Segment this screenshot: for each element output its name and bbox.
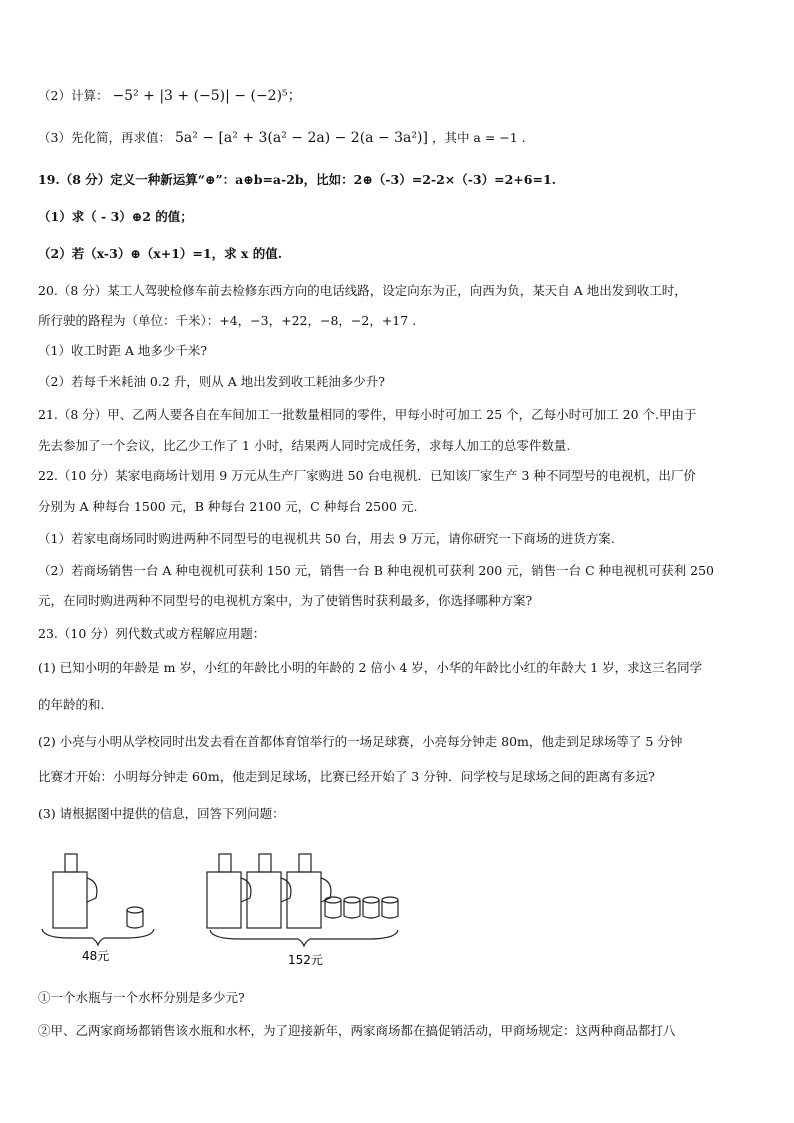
q20-part2: （2）若每千米耗油 0.2 升，则从 A 地出发到收工耗油多少升? xyxy=(38,374,385,389)
left-brace xyxy=(42,929,154,945)
q23-part3-question-a: ①一个水瓶与一个水杯分别是多少元? xyxy=(38,990,245,1005)
q18-part3-expression: 5a² − [a² + 3(a² − 2a) − 2(a − 3a²)] xyxy=(174,130,428,146)
q22-stem-line2: 分别为 A 种每台 1500 元，B 种每台 2100 元，C 种每台 2500 元. xyxy=(38,499,418,514)
q18-part2-expression: −5² + |3 + (−5)| − (−2)⁵； xyxy=(112,88,302,104)
q19-stem: 19.（8 分）定义一种新运算“⊕”：a⊕b=a-2b，比如：2⊕（-3）=2-2×（-3）=2+6=1. xyxy=(38,172,557,187)
price-label-left: 48元 xyxy=(82,949,110,963)
bottle-icon xyxy=(287,854,331,928)
cup-icon xyxy=(127,907,143,928)
cup-icon xyxy=(344,897,360,918)
q18-part3 xyxy=(38,128,764,148)
q18-part3-prefix: （3）先化简，再求值： xyxy=(38,130,171,145)
bottle-icon xyxy=(207,854,251,928)
right-brace xyxy=(210,930,398,946)
q23-part2-line2: 比赛才开始：小明每分钟走 60m，他走到足球场，比赛已经开始了 3 分钟．问学校与足球场之间的距离有多远? xyxy=(38,769,655,784)
q22-part2-line2: 元，在同时购进两种不同型号的电视机方案中，为了使销售时获利最多，你选择哪种方案? xyxy=(38,593,533,608)
cup-icon xyxy=(363,897,379,918)
q20-part1: （1）收工时距 A 地多少千米? xyxy=(38,343,208,358)
q18-part2-prefix: （2）计算： xyxy=(38,88,109,103)
q23-part2-line1: (2) 小亮与小明从学校同时出发去看在首都体育馆举行的一场足球赛，小亮每分钟走 80m，他走到足球场等了 5 分钟 xyxy=(38,734,683,749)
bottle-icon xyxy=(247,854,291,928)
price-label-right: 152元 xyxy=(288,953,323,967)
q23-part3: (3) 请根据图中提供的信息，回答下列问题： xyxy=(38,806,285,821)
q18-part3-suffix: ，其中 a = −1 . xyxy=(431,130,526,145)
bottle-cup-illustration xyxy=(30,842,410,982)
q23-part3-question-b: ②甲、乙两家商场都销售该水瓶和水杯，为了迎接新年，两家商场都在搞促销活动，甲商场规定：这两种商品都打八 xyxy=(38,1023,676,1038)
q22-part2-line1: （2）若商场销售一台 A 种电视机可获利 150 元，销售一台 B 种电视机可获利 200 元，销售一台 C 种电视机可获利 250 xyxy=(38,563,715,578)
q20-stem-line2: 所行驶的路程为（单位：千米）：+4，−3，+22，−8，−2，+17 . xyxy=(38,313,417,328)
bottle-icon xyxy=(53,854,97,928)
q23-part1-line1: (1) 已知小明的年龄是 m 岁，小红的年龄比小明的年龄的 2 倍小 4 岁，小华的年龄比小红的年龄大 1 岁，求这三名同学 xyxy=(38,660,703,675)
cup-icon xyxy=(382,897,398,918)
bottle-cup-figure xyxy=(30,842,410,982)
q23-part1-line2: 的年龄的和. xyxy=(38,697,105,712)
q23-stem: 23.（10 分）列代数式或方程解应用题： xyxy=(38,626,266,641)
q20-stem-line1: 20.（8 分）某工人驾驶检修车前去检修东西方向的电话线路，设定向东为正，向西为负，某天自 A 地出发到收工时， xyxy=(38,283,687,298)
q18-part2 xyxy=(38,86,764,106)
cup-icon xyxy=(325,897,341,918)
q22-stem-line1: 22.（10 分）某家电商场计划用 9 万元从生产厂家购进 50 台电视机．已知该厂家生产 3 种不同型号的电视机，出厂价 xyxy=(38,468,696,483)
q19-part1: （1）求（ - 3）⊕2 的值； xyxy=(38,209,193,224)
q19-part2: （2）若（x-3）⊕（x+1）=1，求 x 的值. xyxy=(38,246,283,261)
q21-stem-line1: 21.（8 分）甲、乙两人要各自在车间加工一批数量相同的零件，甲每小时可加工 25 个，乙每小时可加工 20 个.甲由于 xyxy=(38,407,697,422)
q21-stem-line2: 先去参加了一个会议，比乙少工作了 1 小时，结果两人同时完成任务，求每人加工的总零件数量. xyxy=(38,438,571,453)
q22-part1: （1）若家电商场同时购进两种不同型号的电视机共 50 台，用去 9 万元，请你研究一下商场的进货方案. xyxy=(38,531,615,546)
